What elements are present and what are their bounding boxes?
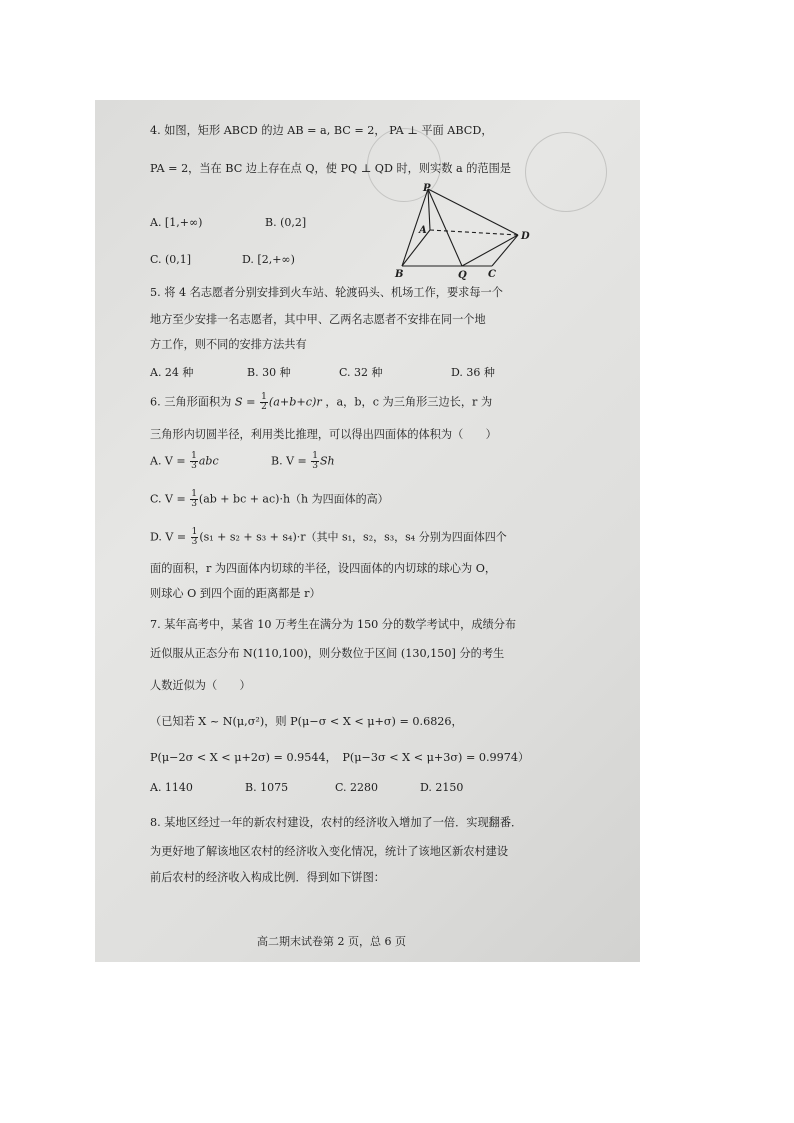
q6-option-b: B. V = $\frac{1}{3}$ Sh — [271, 451, 335, 471]
edge-pa — [428, 189, 430, 230]
q8-line-1: 8. 某地区经过一年的新农村建设，农村的经济收入增加了一倍．实现翻番． — [150, 816, 523, 829]
q6-line-1: 6. 三角形面积为 S = $\frac{1}{2}$ (a+b+c)r ，a，b，c 为三角形三边长，r 为 — [150, 392, 493, 412]
label-b: B — [395, 269, 404, 280]
exam-page-photo — [95, 100, 640, 962]
q5-line-3: 方工作，则不同的安排方法共有 — [150, 338, 307, 351]
q6-option-c: C. V = $\frac{1}{3}$ (ab + bc + ac)·h（h 为四面体的高） — [150, 489, 389, 509]
edge-ad — [430, 230, 518, 235]
page-footer: 高二期末试卷第 2 页，总 6 页 — [257, 935, 406, 948]
q5-option-c: C. 32 种 — [339, 366, 383, 379]
q5-option-b: B. 30 种 — [247, 366, 291, 379]
q6-half-fraction: $\frac{1}{2}$ — [261, 392, 267, 412]
label-p: P — [423, 183, 431, 194]
q8-line-2: 为更好地了解该地区农村的经济收入变化情况，统计了该地区新农村建设 — [150, 845, 509, 858]
q4-option-a: A. [1,+∞) — [150, 216, 203, 229]
q6-option-d-line-2: 面的面积，r 为四面体内切球的半径，设四面体的内切球的球心为 O， — [150, 562, 497, 575]
q5-option-d: D. 36 种 — [451, 366, 495, 379]
q7-line-3: 人数近似为（ ） — [150, 679, 251, 692]
label-a: A — [419, 225, 427, 236]
q4-option-c: C. (0,1] — [150, 253, 192, 266]
edge-pq — [428, 189, 462, 266]
edge-qd — [462, 235, 518, 266]
q6-option-d-line-3: 则球心 O 到四个面的距离都是 r） — [150, 587, 321, 600]
edge-pd — [428, 189, 518, 235]
edge-cd — [492, 235, 518, 266]
q5-line-1: 5. 将 4 名志愿者分别安排到火车站、轮渡码头、机场工作，要求每一个 — [150, 286, 503, 299]
q7-option-b: B. 1075 — [245, 781, 289, 794]
q6-option-d: D. V = $\frac{1}{3}$ (s₁ + s₂ + s₃ + s₄)·r（其中 s₁，s₂，s₃，s₄ 分别为四面体四个 — [150, 527, 507, 547]
label-d: D — [521, 231, 530, 242]
q8-line-3: 前后农村的经济收入构成比例．得到如下饼图： — [150, 871, 385, 884]
label-q: Q — [458, 270, 467, 281]
q4-line-2: PA = 2，当在 BC 边上存在点 Q，使 PQ ⊥ QD 时，则实数 a 的范围是 — [150, 162, 511, 175]
q6-option-a: A. V = $\frac{1}{3}$ abc — [150, 451, 219, 471]
q6-intro-tail: ，a，b，c 为三角形三边长，r 为 — [325, 395, 493, 409]
q7-line-2: 近似服从正态分布 N(110,100)，则分数位于区间 (130,150] 分的考生 — [150, 647, 505, 660]
q4-option-d: D. [2,+∞) — [242, 253, 295, 266]
q7-option-c: C. 2280 — [335, 781, 379, 794]
label-c: C — [488, 269, 496, 280]
q5-option-a: A. 24 种 — [150, 366, 194, 379]
q4-geometry-figure — [392, 182, 540, 282]
q7-option-a: A. 1140 — [150, 781, 193, 794]
q6-line-2: 三角形内切圆半径，利用类比推理，可以得出四面体的体积为（ ） — [150, 428, 497, 441]
q7-line-1: 7. 某年高考中，某省 10 万考生在满分为 150 分的数学考试中，成绩分布 — [150, 618, 517, 631]
q6-intro: 6. 三角形面积为 — [150, 395, 232, 409]
q7-line-4: （已知若 X ~ N(μ,σ²)，则 P(μ−σ < X < μ+σ) = 0.6826， — [150, 715, 463, 728]
q7-line-5: P(μ−2σ < X < μ+2σ) = 0.9544， P(μ−3σ < X < μ+3σ) = 0.9974） — [150, 751, 530, 764]
q4-line-1: 4. 如图，矩形 ABCD 的边 AB = a, BC = 2， PA ⊥ 平面 ABCD， — [150, 124, 493, 137]
q4-option-b: B. (0,2] — [265, 216, 307, 229]
q5-line-2: 地方至少安排一名志愿者，其中甲、乙两名志愿者不安排在同一个地 — [150, 313, 486, 326]
q7-option-d: D. 2150 — [420, 781, 464, 794]
